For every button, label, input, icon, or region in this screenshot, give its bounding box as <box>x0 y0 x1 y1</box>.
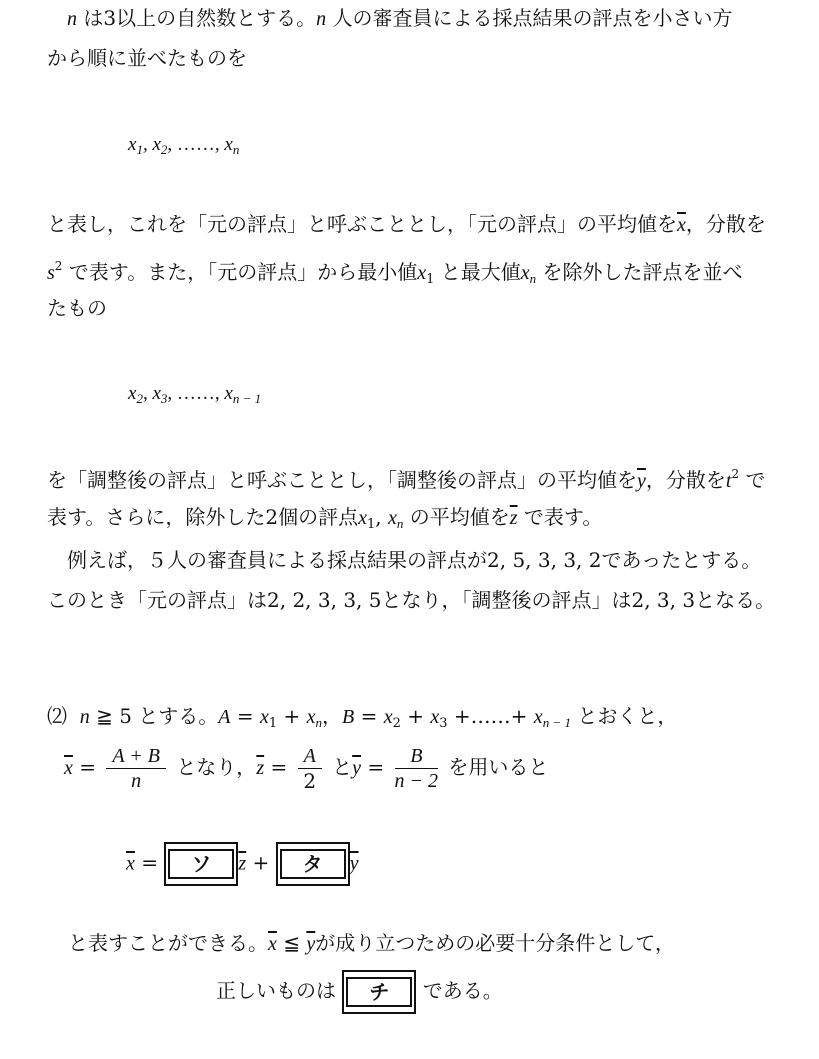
part2-line-2: $\overline{x}$ = $\frac{A + B}{n}$ となり，$\overline{z}$ = $\frac{A}{2}$ と$\overline{y}$ = $\frac{B}{n - 2}$ を用いると <box>64 745 549 793</box>
intro-line-5: たもの <box>47 296 107 320</box>
intro-line-7: 表す。さらに，除外した2個の評点$x_1$, $x_n$ の平均値を$\overline{z}$ で表す。 <box>47 505 603 532</box>
intro-line-4: $s^2$ で表す。また，「元の評点」から最小値$x_1$ と最大値$x_n$ を除外した評点を並べ <box>47 259 743 287</box>
sequence-2: $x_2$, $x_3$, ……, $x_{n - 1}$ <box>128 383 262 406</box>
fraction-z-bar: $\frac{A}{2}$ <box>298 744 322 793</box>
part2-line-last-1: と表すことができる。$\overline{x}$ ≦ $\overline{y}$が成り立つための必要十分条件として， <box>68 931 675 955</box>
intro-line-9: このとき「元の評点」は2, 2, 3, 3, 5となり，「調整後の評点」は2, 3, 3となる。 <box>47 588 776 612</box>
sequence-1: $x_1$, $x_2$, ……, $x_n$ <box>128 134 240 157</box>
fraction-y-bar: $\frac{B}{n - 2}$ <box>394 745 439 792</box>
intro-line-3: と表し，これを「元の評点」と呼ぶこととし，「元の評点」の平均値を$\overline{x}$，分散を <box>47 212 766 236</box>
part2-line-last-2: 正しいものは チ である。 <box>216 970 503 1014</box>
intro-line-6: を「調整後の評点」と呼ぶこととし，「調整後の評点」の平均値を$\overline{y}$，分散を$t^2$ で <box>47 467 766 492</box>
part2-line-1: ⑵ n ≧ 5 とする。$A = x_1 + x_n$，$B = x_2 + x_3$ +……+ $x_{n - 1}$ とおくと， <box>47 704 678 731</box>
answer-box-so[interactable]: ソ <box>164 842 238 886</box>
answer-box-ta[interactable]: タ <box>276 842 350 886</box>
answer-box-chi[interactable]: チ <box>342 970 416 1014</box>
fraction-x-bar: $\frac{A + B}{n}$ <box>106 744 166 793</box>
intro-line-2: から順に並べたものを <box>47 46 247 70</box>
intro-line-8: 例えば，５人の審査員による採点結果の評点が2, 5, 3, 3, 2であったとする。 <box>67 548 762 572</box>
formula-answer: $\overline{x}$ = ソ $\overline{z}$ + タ $\overline{y}$ <box>126 842 359 886</box>
intro-line-1: n は3以上の自然数とする。n 人の審査員による採点結果の評点を小さい方 <box>67 6 733 30</box>
